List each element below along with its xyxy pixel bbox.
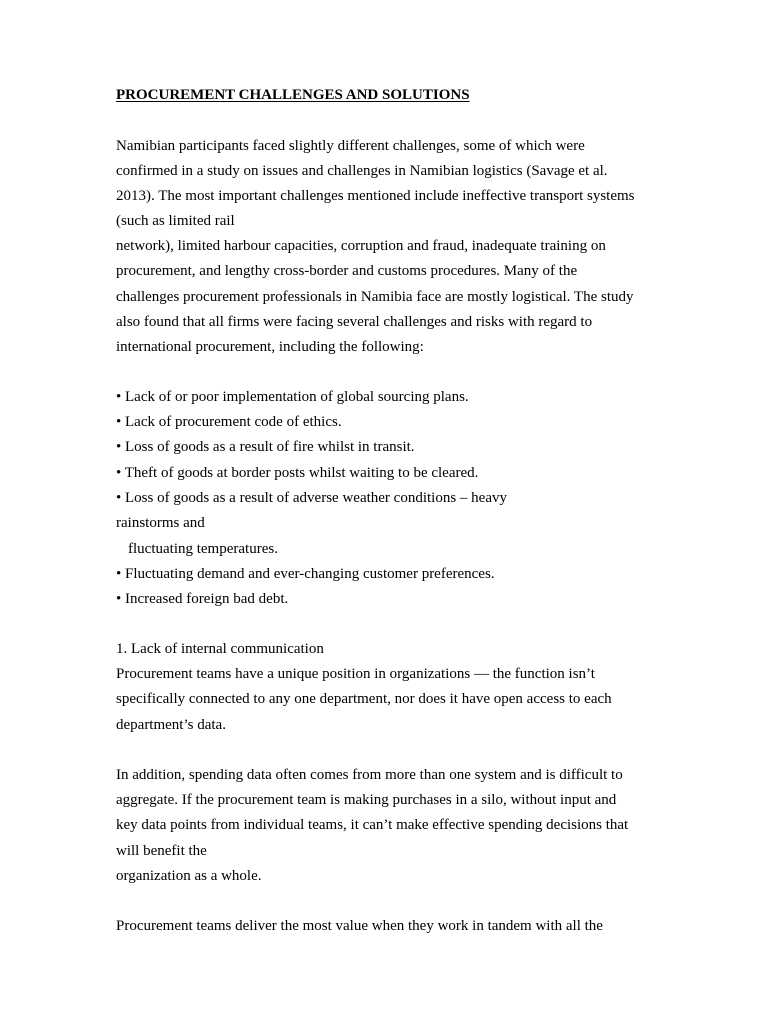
bullet-item-continuation: fluctuating temperatures.	[128, 541, 278, 557]
intro-line: Namibian participants faced slightly different challenges, some of which were	[116, 138, 585, 154]
paragraph-line: aggregate. If the procurement team is making purchases in a silo, without input and	[116, 792, 617, 808]
intro-line: international procurement, including the following:	[116, 339, 424, 355]
bullet-item-continuation: rainstorms and	[116, 515, 205, 531]
document-title: PROCUREMENT CHALLENGES AND SOLUTIONS	[116, 87, 470, 103]
intro-line: 2013). The most important challenges mentioned include ineffective transport systems	[116, 188, 635, 204]
paragraph-line: will benefit the	[116, 843, 207, 859]
bullet-item: • Loss of goods as a result of fire whilst in transit.	[116, 439, 415, 455]
intro-line: challenges procurement professionals in Namibia face are mostly logistical. The study	[116, 289, 634, 305]
section-heading: 1. Lack of internal communication	[116, 641, 324, 657]
intro-line: confirmed in a study on issues and challenges in Namibian logistics (Savage et al.	[116, 163, 608, 179]
bullet-item: • Theft of goods at border posts whilst waiting to be cleared.	[116, 465, 479, 481]
bullet-item: • Lack of procurement code of ethics.	[116, 414, 342, 430]
paragraph-line: Procurement teams have a unique position in organizations — the function isn’t	[116, 666, 595, 682]
paragraph-line: organization as a whole.	[116, 868, 262, 884]
intro-line: also found that all firms were facing several challenges and risks with regard to	[116, 314, 593, 330]
paragraph-line: specifically connected to any one department, nor does it have open access to each	[116, 691, 612, 707]
paragraph-line: In addition, spending data often comes from more than one system and is difficult to	[116, 767, 623, 783]
paragraph-line: Procurement teams deliver the most value when they work in tandem with all the	[116, 918, 603, 934]
bullet-item: • Loss of goods as a result of adverse weather conditions – heavy	[116, 490, 507, 506]
bullet-item: • Lack of or poor implementation of global sourcing plans.	[116, 389, 469, 405]
intro-line: network), limited harbour capacities, corruption and fraud, inadequate training on	[116, 238, 606, 254]
paragraph-line: department’s data.	[116, 717, 226, 733]
bullet-item: • Increased foreign bad debt.	[116, 591, 289, 607]
paragraph-line: key data points from individual teams, it can’t make effective spending decisions that	[116, 817, 629, 833]
intro-line: (such as limited rail	[116, 213, 235, 229]
intro-line: procurement, and lengthy cross-border and customs procedures. Many of the	[116, 263, 578, 279]
bullet-item: • Fluctuating demand and ever-changing customer preferences.	[116, 566, 495, 582]
